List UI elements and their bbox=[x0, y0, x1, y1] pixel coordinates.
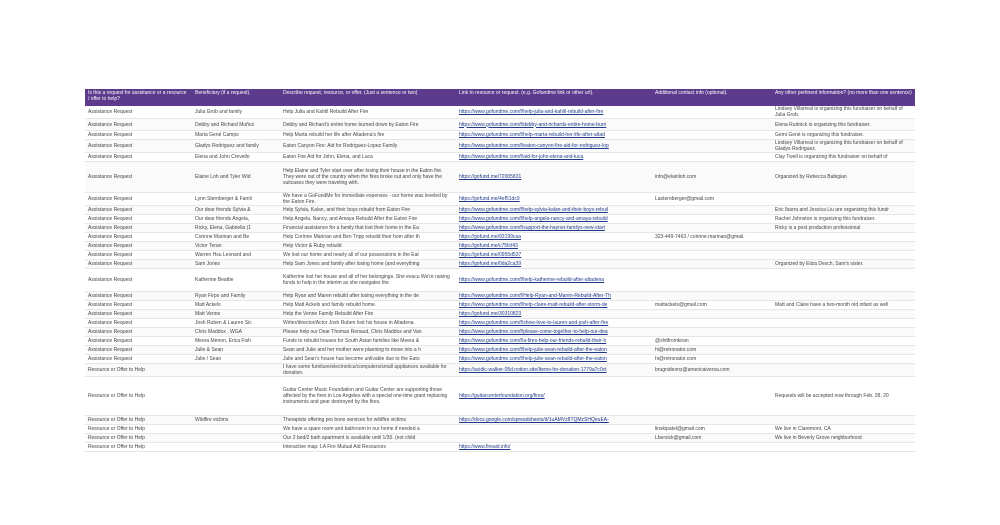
cell-link[interactable]: https://www.fireaid.info/ bbox=[456, 443, 652, 452]
cell-info[interactable]: Rachel Johnston is organizing this fundraiser. bbox=[772, 215, 915, 224]
cell-info[interactable]: Eric Ibarra and Jessica Liu are organizing this fundr bbox=[772, 206, 915, 215]
cell-info[interactable] bbox=[772, 337, 915, 346]
table-row bbox=[85, 355, 915, 364]
cell-request-type[interactable]: Assistance Request bbox=[85, 224, 192, 233]
cell-description[interactable]: Help the Venne Family Rebuild After Fire bbox=[280, 310, 456, 319]
cell-contact[interactable] bbox=[652, 269, 772, 292]
table-row bbox=[85, 269, 915, 292]
cell-beneficiary[interactable]: Ryan Firpo and Family bbox=[192, 292, 280, 301]
cell-request-type[interactable]: Assistance Request bbox=[85, 119, 192, 131]
cell-info[interactable]: Clay Twell is organizing this fundraiser on behalf of bbox=[772, 153, 915, 162]
cell-beneficiary[interactable]: Matt Ackels bbox=[192, 301, 280, 310]
cell-contact[interactable]: Lasternberger@gmail.com bbox=[652, 193, 772, 206]
cell-contact[interactable] bbox=[652, 328, 772, 337]
table-row bbox=[85, 242, 915, 251]
cell-contact[interactable]: brugnideonz@americaiversa.com bbox=[652, 364, 772, 377]
cell-request-type[interactable]: Assistance Request bbox=[85, 328, 192, 337]
cell-link[interactable]: https://guitarcenterfoundation.org/fires/ bbox=[456, 377, 652, 416]
cell-request-type[interactable]: Resource or Offer to Help bbox=[85, 434, 192, 443]
cell-link[interactable]: https://www.gofundme.com/f/show-love-to-lauren-and-josh-after-fire bbox=[456, 319, 652, 328]
cell-beneficiary[interactable]: Chris Maddox , WGA bbox=[192, 328, 280, 337]
cell-link[interactable]: https://www.gofundme.com/f/help-julia-and-kahlil-rebuild-after-fire bbox=[456, 106, 652, 119]
cell-link[interactable]: https://www.gofundme.com/f/support-the-hayner-familys-new-start bbox=[456, 224, 652, 233]
cell-link[interactable]: https://www.gofundme.com/f/help-julie-sean-rebuild-after-the-eaton bbox=[456, 355, 652, 364]
cell-info[interactable] bbox=[772, 328, 915, 337]
cell-contact[interactable]: 323-449-7463 / corinne.marinan@gmail. bbox=[652, 233, 772, 242]
table-row bbox=[85, 224, 915, 233]
cell-link[interactable]: https://www.gofundme.com/f/help-marta-rebuild-her-life-after-altad bbox=[456, 131, 652, 140]
table-row bbox=[85, 140, 915, 153]
cell-contact[interactable] bbox=[652, 131, 772, 140]
header-info[interactable]: Any other pertinent information? (no more than one sentence) bbox=[772, 89, 915, 106]
cell-info[interactable]: Organized by Rebecca Babigian bbox=[772, 162, 915, 193]
cell-link[interactable]: https://gofund.me/c75fcf43 bbox=[456, 242, 652, 251]
table-row bbox=[85, 106, 915, 119]
cell-request-type[interactable]: Assistance Request bbox=[85, 292, 192, 301]
cell-request-type[interactable]: Assistance Request bbox=[85, 106, 192, 119]
cell-beneficiary[interactable] bbox=[192, 364, 280, 377]
cell-description[interactable]: Sean and Julie and her mother were planning to move into a h bbox=[280, 346, 456, 355]
cell-info[interactable] bbox=[772, 269, 915, 292]
cell-beneficiary[interactable]: Lynn Sternberger & Famil bbox=[192, 193, 280, 206]
cell-info[interactable]: Lindsey Villarreal is organizing this fundraiser on behalf of Julia Grob. bbox=[772, 106, 915, 119]
spreadsheet bbox=[85, 89, 915, 452]
cell-request-type[interactable]: Assistance Request bbox=[85, 269, 192, 292]
cell-info[interactable] bbox=[772, 251, 915, 260]
cell-info[interactable] bbox=[772, 355, 915, 364]
table-row bbox=[85, 425, 915, 434]
cell-contact[interactable]: linskipatel@gmail.com bbox=[652, 425, 772, 434]
cell-description[interactable]: Our 2 bed/2 bath apartment is available until 1/30. (not child bbox=[280, 434, 456, 443]
table-row bbox=[85, 153, 915, 162]
cell-beneficiary[interactable]: Matt Venne bbox=[192, 310, 280, 319]
cell-request-type[interactable]: Assistance Request bbox=[85, 260, 192, 269]
cell-contact[interactable] bbox=[652, 140, 772, 153]
cell-request-type[interactable]: Assistance Request bbox=[85, 355, 192, 364]
cell-description[interactable]: We have a spare room and bathroom in our home if needed a bbox=[280, 425, 456, 434]
cell-contact[interactable]: mattackels@gmail.com bbox=[652, 301, 772, 310]
cell-info[interactable]: Gemi Gené is organizing this fundraiser. bbox=[772, 131, 915, 140]
cell-request-type[interactable]: Assistance Request bbox=[85, 233, 192, 242]
cell-link[interactable]: https://acidic-walker-05d.notion.site/Items-for-donation-1779a7c0ct bbox=[456, 364, 652, 377]
cell-contact[interactable] bbox=[652, 310, 772, 319]
cell-contact[interactable] bbox=[652, 443, 772, 452]
cell-description[interactable]: Julie and Sean's house has become unlivable due to the Eato bbox=[280, 355, 456, 364]
cell-info[interactable] bbox=[772, 193, 915, 206]
cell-beneficiary[interactable]: Julia Grob and family bbox=[192, 106, 280, 119]
cell-description[interactable]: We lost our home and nearly all of our possessions in the Eat bbox=[280, 251, 456, 260]
cell-description[interactable]: Help Angela, Nancy, and Amaya Rebuild After the Eaton Fire bbox=[280, 215, 456, 224]
cell-link[interactable]: https://www.gofundme.com/f/help-claire-matt-rebuild-after-storm-de bbox=[456, 301, 652, 310]
cell-beneficiary[interactable]: Julie / Sean bbox=[192, 355, 280, 364]
table-body bbox=[85, 106, 915, 452]
cell-info[interactable]: Elena Rudnick is organizing this fundraiser. bbox=[772, 119, 915, 131]
cell-beneficiary[interactable]: Warren Hsu Leonard and bbox=[192, 251, 280, 260]
cell-description[interactable]: I have some furniture/electronics/computers/small appliances available for donation. bbox=[280, 364, 456, 377]
table-row bbox=[85, 292, 915, 301]
cell-contact[interactable] bbox=[652, 119, 772, 131]
cell-contact[interactable] bbox=[652, 319, 772, 328]
cell-link[interactable]: https://www.gofundme.com/f/help-angela-nancy-and-amaya-rebuild bbox=[456, 215, 652, 224]
cell-info[interactable] bbox=[772, 443, 915, 452]
cell-description[interactable]: Help Sam Jones and family after losing home (and everything bbox=[280, 260, 456, 269]
cell-description[interactable]: Funds to rebuild houses for South Asian families like Meera & bbox=[280, 337, 456, 346]
cell-description[interactable]: Writer/director/Actor Josh Ruben lost his house in Altadena bbox=[280, 319, 456, 328]
cell-link[interactable]: https://www.gofundme.com/f/debby-and-richards-entire-home-burn bbox=[456, 119, 652, 131]
cell-request-type[interactable]: Assistance Request bbox=[85, 193, 192, 206]
cell-beneficiary[interactable]: Wildfire victims bbox=[192, 416, 280, 425]
table-row bbox=[85, 233, 915, 242]
cell-description[interactable]: Help Elaine and Tyler start over after losing their house in the Eaton fire. They were out of the country when the fires broke out and only have the suitcases they were traveling with. bbox=[280, 162, 456, 193]
cell-contact[interactable] bbox=[652, 251, 772, 260]
table-row bbox=[85, 364, 915, 377]
table-row bbox=[85, 337, 915, 346]
header-link[interactable]: Link to resource or request. (e.g. Gofundme link or other url). bbox=[456, 89, 652, 106]
cell-link[interactable]: https://www.gofundme.com/f/eaton-canyon-fire-aid-for-rodriguez-lop bbox=[456, 140, 652, 153]
cell-link[interactable]: https://gofund.me/30310823 bbox=[456, 310, 652, 319]
cell-info[interactable] bbox=[772, 416, 915, 425]
cell-beneficiary[interactable]: Our dear friends Angela, bbox=[192, 215, 280, 224]
cell-link[interactable]: https://www.gofundme.com/f/help-katherine-rebuild-after-altadena bbox=[456, 269, 652, 292]
cell-info[interactable] bbox=[772, 310, 915, 319]
cell-contact[interactable]: hi@retronator.com bbox=[652, 346, 772, 355]
cell-link[interactable] bbox=[456, 425, 652, 434]
cell-link[interactable]: https://gofund.me/0955d537 bbox=[456, 251, 652, 260]
requests-table bbox=[85, 89, 915, 452]
table-row bbox=[85, 319, 915, 328]
table-row bbox=[85, 346, 915, 355]
table-row bbox=[85, 443, 915, 452]
cell-request-type[interactable]: Assistance Request bbox=[85, 215, 192, 224]
cell-request-type[interactable]: Resource or Offer to Help bbox=[85, 443, 192, 452]
table-row bbox=[85, 328, 915, 337]
cell-link[interactable]: https://www.gofundme.com/f/please-come-together-to-help-our-dea bbox=[456, 328, 652, 337]
cell-info[interactable] bbox=[772, 242, 915, 251]
cell-link[interactable]: https://docs.google.com/spreadsheets/d/1uAMVz8TQMzSHQeuEA- bbox=[456, 416, 652, 425]
header-contact[interactable]: Additional contact info (optional). bbox=[652, 89, 772, 106]
cell-description[interactable]: Help Marta rebuild her life after Altadena's fire bbox=[280, 131, 456, 140]
cell-beneficiary[interactable] bbox=[192, 434, 280, 443]
cell-request-type[interactable]: Resource or Offer to Help bbox=[85, 425, 192, 434]
cell-description[interactable]: Help Victor & Ruby rebuild bbox=[280, 242, 456, 251]
cell-beneficiary[interactable]: Meera Menon, Erica Fish bbox=[192, 337, 280, 346]
cell-contact[interactable] bbox=[652, 416, 772, 425]
cell-description[interactable]: Therapists offering pro bono services for wildfire victims bbox=[280, 416, 456, 425]
cell-description[interactable]: Interactive map: LA Fire Mutual Aid Resources bbox=[280, 443, 456, 452]
cell-link[interactable]: https://gofund.me/0da2ca39 bbox=[456, 260, 652, 269]
cell-contact[interactable] bbox=[652, 377, 772, 416]
cell-link[interactable]: https://www.gofundme.com/f/a-fires-help-our-friends-rebuild-their-h bbox=[456, 337, 652, 346]
cell-request-type[interactable]: Assistance Request bbox=[85, 162, 192, 193]
cell-link[interactable]: https://gofund.me/4ef51dc9 bbox=[456, 193, 652, 206]
cell-description[interactable]: Help Sylvia, Kalan, and their boys rebuild from Eaton Fire bbox=[280, 206, 456, 215]
cell-info[interactable]: Lindsey Villarreal is organizing this fundraiser on behalf of Gladys Rodriguez. bbox=[772, 140, 915, 153]
cell-beneficiary[interactable]: Katherine Beattie bbox=[192, 269, 280, 292]
cell-link[interactable]: https://www.gofundme.com/f/help-julie-sean-rebuild-after-the-eaton bbox=[456, 346, 652, 355]
cell-beneficiary[interactable] bbox=[192, 443, 280, 452]
cell-info[interactable] bbox=[772, 233, 915, 242]
cell-link[interactable]: https://www.gofundme.com/f/aid-for-john-elena-and-luca bbox=[456, 153, 652, 162]
table-row bbox=[85, 251, 915, 260]
cell-description[interactable]: Guitar Center Music Foundation and Guitar Center are supporting those affected by the fires in Los Angeles with a special one-time grant replacing instruments and gear destroyed by the fires. bbox=[280, 377, 456, 416]
cell-request-type[interactable]: Assistance Request bbox=[85, 337, 192, 346]
cell-description[interactable]: Help Corinne Marinan and Ben Tripp rebuild their hom after th bbox=[280, 233, 456, 242]
cell-link[interactable]: https://gofund.me/93199caa bbox=[456, 233, 652, 242]
cell-beneficiary[interactable]: Our dear friends Sylvia & bbox=[192, 206, 280, 215]
cell-description[interactable]: Financial assistance for a family that lost their home in the Ea bbox=[280, 224, 456, 233]
cell-description[interactable]: Debby and Richard's entire home burned down by Eaton Fire bbox=[280, 119, 456, 131]
cell-contact[interactable]: @shitfromkiran bbox=[652, 337, 772, 346]
cell-info[interactable]: We live in Beverly Grove neighborhood bbox=[772, 434, 915, 443]
cell-beneficiary[interactable]: Elaine Loh and Tyler Wid bbox=[192, 162, 280, 193]
cell-request-type[interactable]: Resource or Offer to Help bbox=[85, 416, 192, 425]
cell-request-type[interactable]: Assistance Request bbox=[85, 301, 192, 310]
cell-request-type[interactable]: Assistance Request bbox=[85, 140, 192, 153]
cell-info[interactable] bbox=[772, 346, 915, 355]
cell-contact[interactable] bbox=[652, 215, 772, 224]
cell-request-type[interactable]: Assistance Request bbox=[85, 319, 192, 328]
cell-contact[interactable] bbox=[652, 242, 772, 251]
cell-contact[interactable]: info@elainloh.com bbox=[652, 162, 772, 193]
cell-contact[interactable] bbox=[652, 260, 772, 269]
cell-contact[interactable]: Lbersick@gmail.com bbox=[652, 434, 772, 443]
cell-request-type[interactable]: Assistance Request bbox=[85, 131, 192, 140]
header-beneficiary[interactable]: Beneficiary (if a request). bbox=[192, 89, 280, 106]
table-row bbox=[85, 162, 915, 193]
cell-request-type[interactable]: Assistance Request bbox=[85, 242, 192, 251]
cell-request-type[interactable]: Assistance Request bbox=[85, 206, 192, 215]
cell-contact[interactable] bbox=[652, 106, 772, 119]
cell-link[interactable]: https://gofund.me/72005831 bbox=[456, 162, 652, 193]
cell-beneficiary[interactable]: Elena and John Crevello bbox=[192, 153, 280, 162]
cell-request-type[interactable]: Assistance Request bbox=[85, 310, 192, 319]
table-row bbox=[85, 301, 915, 310]
table-row bbox=[85, 260, 915, 269]
cell-contact[interactable] bbox=[652, 153, 772, 162]
table-row bbox=[85, 119, 915, 131]
cell-beneficiary[interactable]: Gladys Rodriguez and family bbox=[192, 140, 280, 153]
cell-request-type[interactable]: Assistance Request bbox=[85, 251, 192, 260]
cell-info[interactable]: Matt and Claire have a two-month old infant as well bbox=[772, 301, 915, 310]
cell-request-type[interactable]: Assistance Request bbox=[85, 346, 192, 355]
table-row bbox=[85, 131, 915, 140]
cell-description[interactable]: Help Matt Ackels and family rebuild home. bbox=[280, 301, 456, 310]
table-row bbox=[85, 434, 915, 443]
cell-contact[interactable] bbox=[652, 206, 772, 215]
cell-beneficiary[interactable]: Sam Jones bbox=[192, 260, 280, 269]
cell-description[interactable]: Katherine lost her house and all of her belongings. She evacu We're raising funds to help in the interim as she navigates the bbox=[280, 269, 456, 292]
table-row bbox=[85, 215, 915, 224]
cell-beneficiary[interactable]: Debby and Richard Muñoz bbox=[192, 119, 280, 131]
cell-info[interactable] bbox=[772, 364, 915, 377]
cell-request-type[interactable]: Resource or Offer to Help bbox=[85, 364, 192, 377]
table-row bbox=[85, 310, 915, 319]
cell-contact[interactable] bbox=[652, 224, 772, 233]
cell-description[interactable]: Help Julia and Kahlil Rebuild After Fire bbox=[280, 106, 456, 119]
cell-contact[interactable]: hi@retronator.com bbox=[652, 355, 772, 364]
cell-info[interactable] bbox=[772, 292, 915, 301]
header-row bbox=[85, 89, 915, 106]
table-row bbox=[85, 193, 915, 206]
cell-description[interactable]: We have a GoFundMe for immediate expenses - our home was leveled by the Eaton Fire. bbox=[280, 193, 456, 206]
cell-beneficiary[interactable] bbox=[192, 425, 280, 434]
table-row bbox=[85, 377, 915, 416]
cell-description[interactable]: Eaton Fire Aid for John, Elena, and Luca bbox=[280, 153, 456, 162]
header-request-type[interactable]: Is this a request for assistance or a resource / offer to help? bbox=[85, 89, 192, 106]
cell-beneficiary[interactable]: Josh Ruben & Lauren Sic bbox=[192, 319, 280, 328]
cell-info[interactable] bbox=[772, 319, 915, 328]
cell-contact[interactable] bbox=[652, 292, 772, 301]
cell-description[interactable]: Please help our Dear Thomas Renaud, Chris Maddox and Van bbox=[280, 328, 456, 337]
cell-description[interactable]: Eaton Canyon Fire: Aid for Rodriguez-Lopez Family bbox=[280, 140, 456, 153]
cell-request-type[interactable]: Resource or Offer to Help bbox=[85, 377, 192, 416]
cell-link[interactable]: https://www.gofundme.com/f/help-sylvia-kalan-and-their-boys-rebuil bbox=[456, 206, 652, 215]
cell-request-type[interactable]: Assistance Request bbox=[85, 153, 192, 162]
cell-description[interactable]: Help Ryan and Maren rebuild after losing everything in the de bbox=[280, 292, 456, 301]
cell-beneficiary[interactable]: Julie & Sean bbox=[192, 346, 280, 355]
cell-info[interactable]: We live in Claremont, CA bbox=[772, 425, 915, 434]
cell-beneficiary[interactable] bbox=[192, 377, 280, 416]
cell-link[interactable] bbox=[456, 434, 652, 443]
cell-info[interactable]: Ricky is a post production professional bbox=[772, 224, 915, 233]
cell-link[interactable]: https://www.gofundme.com/f/Help-Ryan-and-Maren-Rebuild-After-Th bbox=[456, 292, 652, 301]
cell-beneficiary[interactable]: Ricky, Elena, Gabriella (1 bbox=[192, 224, 280, 233]
cell-info[interactable]: Organized by Eliza Desch, Sam's sister. bbox=[772, 260, 915, 269]
cell-beneficiary[interactable]: Corinne Marinan and Be bbox=[192, 233, 280, 242]
table-row bbox=[85, 416, 915, 425]
table-row bbox=[85, 206, 915, 215]
header-description[interactable]: Describe request, resource, or offer. (Just a sentence or two) bbox=[280, 89, 456, 106]
cell-beneficiary[interactable]: Victor Teran bbox=[192, 242, 280, 251]
cell-beneficiary[interactable]: Marta Gené Camps bbox=[192, 131, 280, 140]
cell-info[interactable]: Requests will be accepted now through Feb. 28, 20 bbox=[772, 377, 915, 416]
